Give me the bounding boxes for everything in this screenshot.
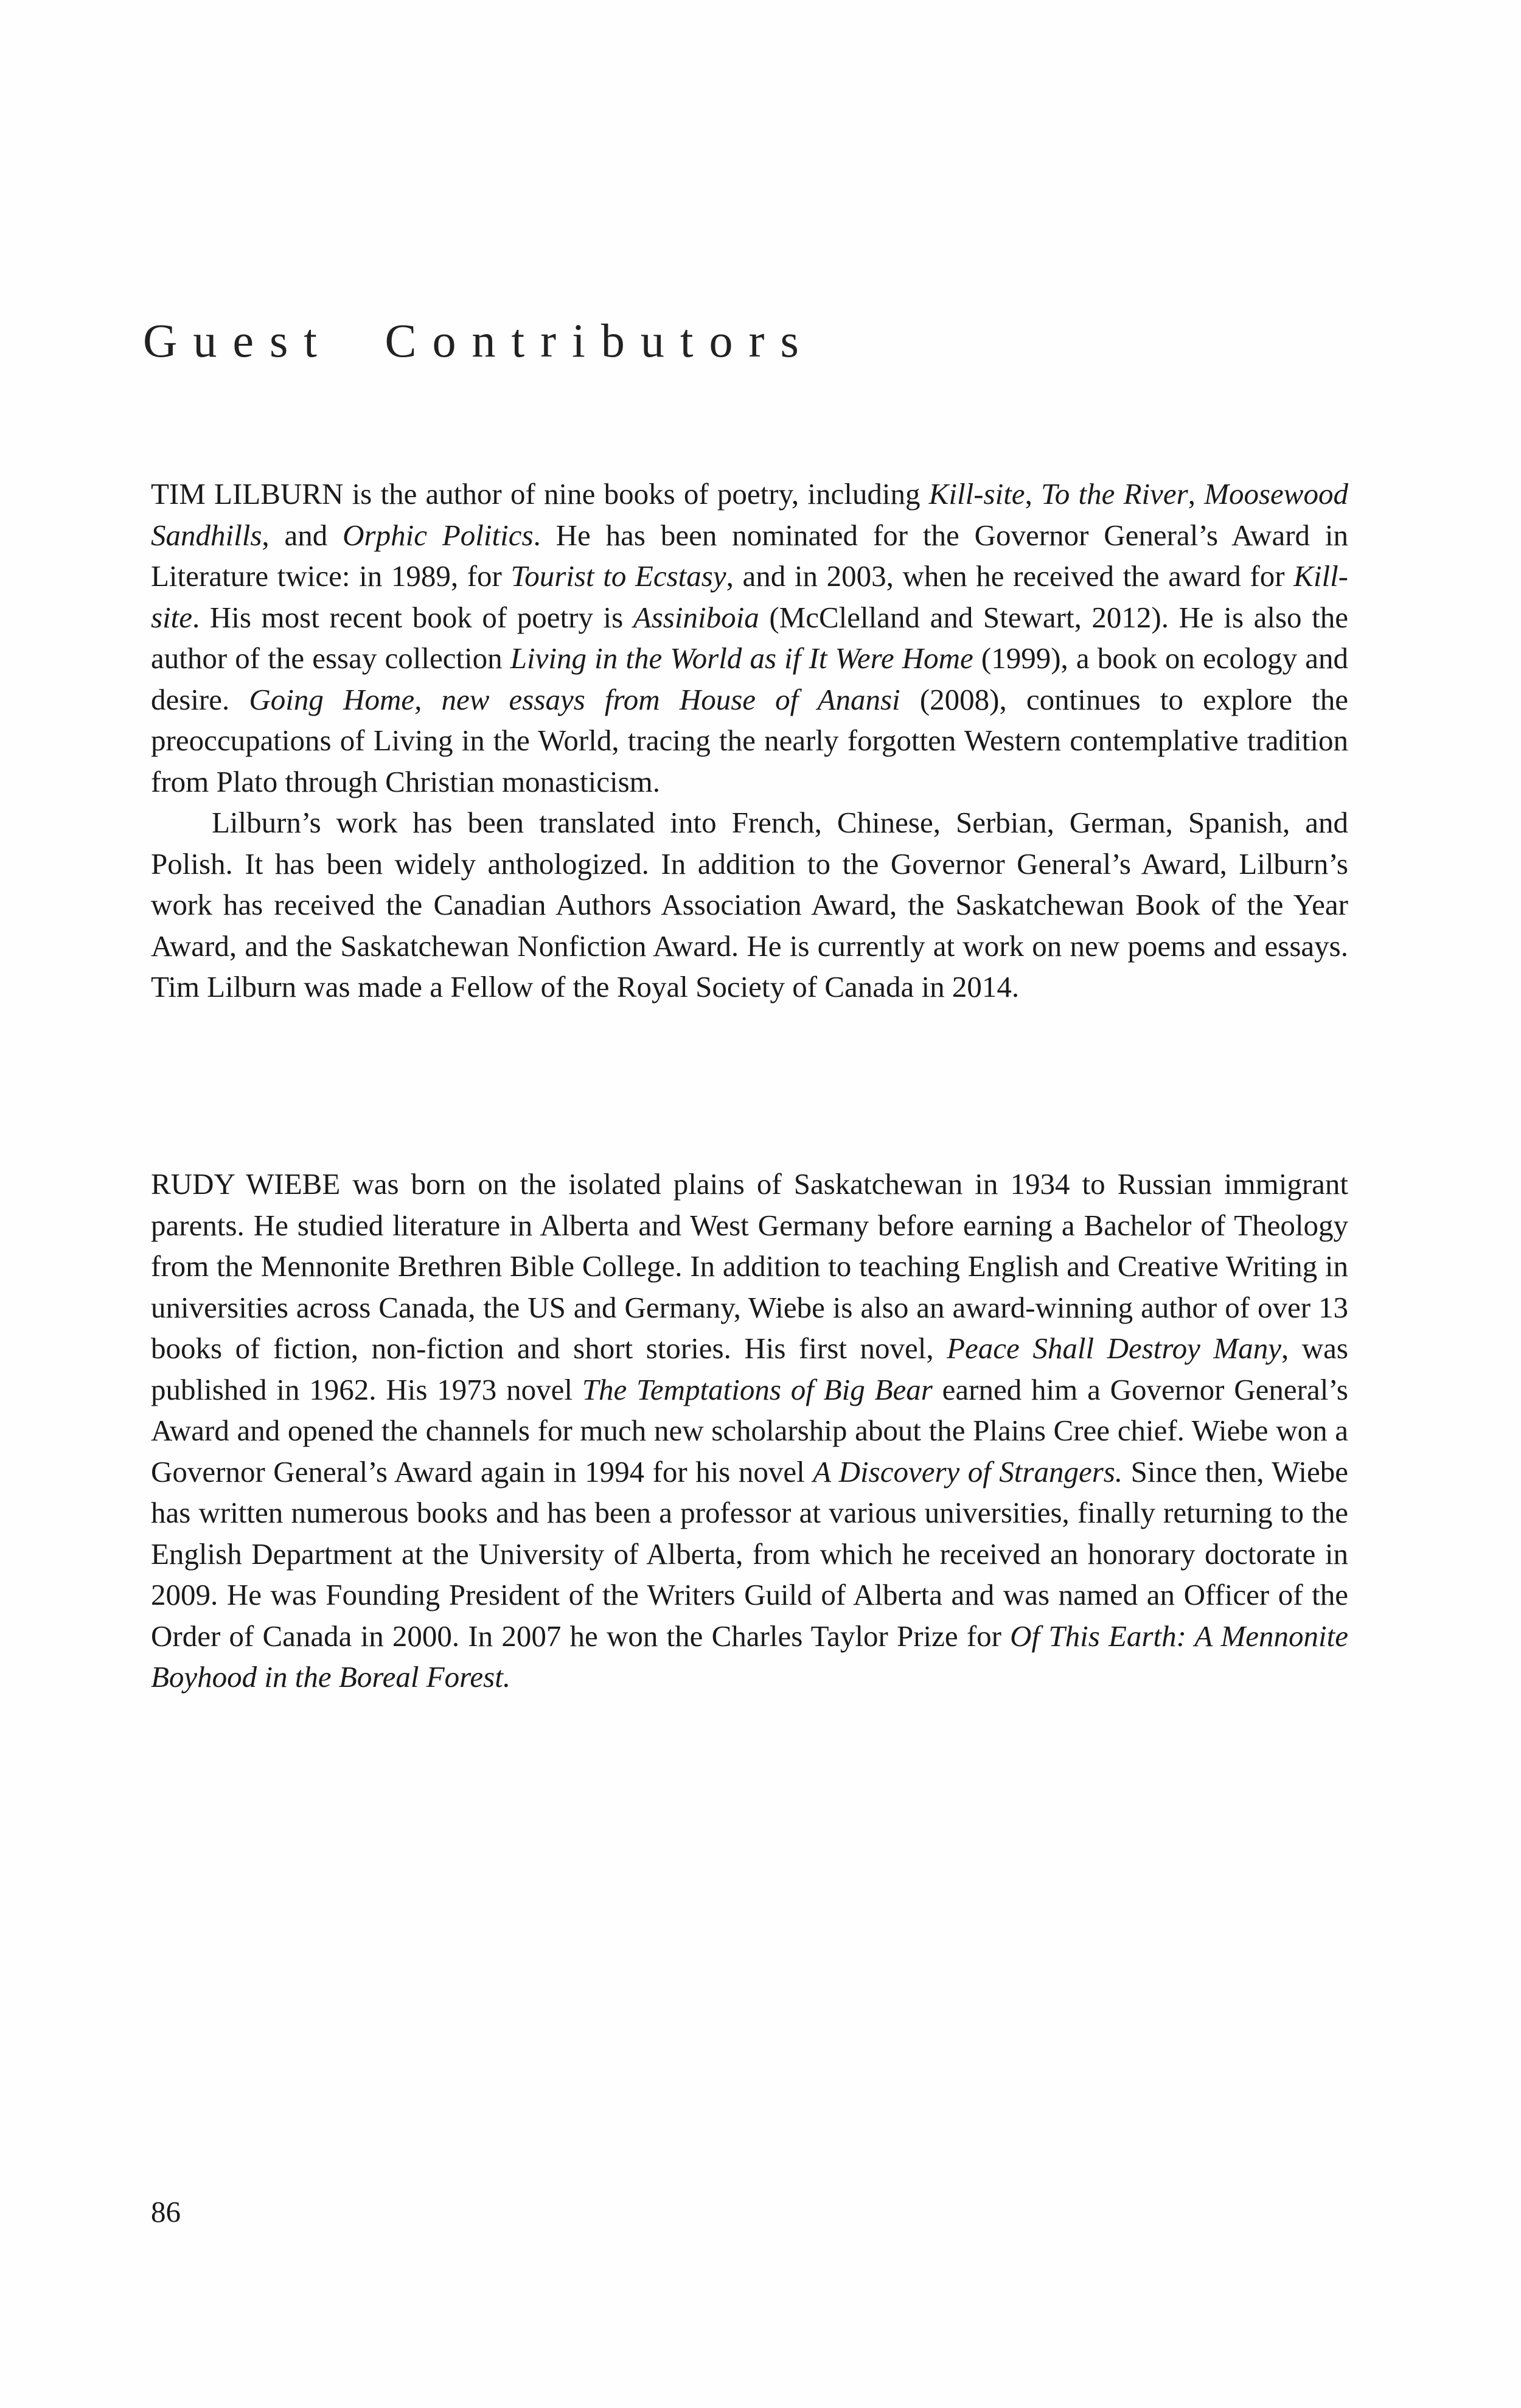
text-run: , and bbox=[262, 518, 343, 552]
italic-title: A Discovery of Strangers. bbox=[813, 1454, 1123, 1488]
bio-paragraph bbox=[151, 473, 1348, 802]
contributor-bio-lilburn bbox=[151, 473, 1348, 1008]
text-run: Since then, Wiebe has written numerous books and has been a professor at various universities, finally returning to the English Department at the University of Alberta, from which he received an honorary doctorate in 2009. He was Founding President of the Writers Guild of Alberta and was named an Officer of the Order of Canada in 2000. In 2007 he won the Charles Taylor Prize for bbox=[151, 1454, 1348, 1653]
text-run: earned him a Governor General’s Award and opened the channels for much new scholarship about the Plains Cree chief. Wiebe won a Governor General’s Award again in 1994 for his novel bbox=[151, 1372, 1348, 1488]
italic-title: Moosewood Sandhills bbox=[151, 477, 1348, 552]
text-run: , was published in 1962. His 1973 novel bbox=[151, 1331, 1348, 1406]
text-run: (McClelland and Stewart, 2012). He is also the author of the essay collection bbox=[151, 600, 1348, 675]
page-title: Guest Contributors bbox=[143, 314, 815, 367]
italic-title: Assiniboia bbox=[633, 600, 759, 634]
italic-title: Living in the World as if It Were Home bbox=[510, 641, 973, 675]
italic-title: Tourist to Ecstasy bbox=[510, 559, 726, 593]
italic-title: The Temptations of Big Bear bbox=[582, 1372, 933, 1406]
italic-title: Going Home, new essays from House of Anansi bbox=[249, 682, 900, 716]
bio-paragraph bbox=[151, 802, 1348, 1008]
text-run: . He has been nominated for the Governor General’s Award in Literature twice: in 1989, for bbox=[151, 518, 1348, 593]
italic-title: Orphic Politics bbox=[343, 518, 534, 552]
text-run: Lilburn’s work has been translated into French, Chinese, Serbian, German, Spanish, and Polish. It has been widely anthologized. In addition to the Governor General’s Award, Lilburn’s work has received the Canadian Authors Association Award, the Saskatchewan Book of the Year Award, and the Saskatchewan Nonfiction Award. He is currently at work on new poems and essays. Tim Lilburn was made a Fellow of the Royal Society of Canada in 2014. bbox=[151, 806, 1348, 1003]
italic-title: Kill-site bbox=[928, 477, 1025, 511]
page-number: 86 bbox=[151, 2195, 181, 2228]
text-run: , bbox=[1025, 477, 1042, 511]
text-run: (1999), a book on ecology and desire. bbox=[151, 641, 1348, 716]
text-run: , and in 2003, when he received the award for bbox=[726, 559, 1294, 593]
text-run: RUDY WIEBE was born on the isolated plains of Saskatchewan in 1934 to Russian immigrant parents. He studied literature in Alberta and West Germany before earning a Bachelor of Theology from the Mennonite Brethren Bible College. In addition to teaching English and Creative Writing in universities across Canada, the US and Germany, Wiebe is also an award-winning author of over 13 books of fiction, non-fiction and short stories. His first novel, bbox=[151, 1167, 1348, 1365]
italic-title: Peace Shall Destroy Many bbox=[947, 1331, 1282, 1365]
bio-paragraph bbox=[151, 1164, 1348, 1698]
italic-title: To the River bbox=[1041, 477, 1188, 511]
text-run: (2008), continues to explore the preoccupations of Living in the World, tracing the nearly forgotten Western contemplative tradition from Plato through Christian monasticism. bbox=[151, 682, 1349, 798]
text-run: . His most recent book of poetry is bbox=[192, 600, 633, 634]
text-run: TIM LILBURN is the author of nine books of poetry, including bbox=[151, 477, 929, 511]
italic-title: Kill-site bbox=[151, 559, 1348, 634]
text-run: , bbox=[1188, 477, 1205, 511]
contributor-bio-wiebe bbox=[151, 1164, 1348, 1698]
italic-title: Of This Earth: A Mennonite Boyhood in the Boreal Forest. bbox=[151, 1619, 1348, 1694]
